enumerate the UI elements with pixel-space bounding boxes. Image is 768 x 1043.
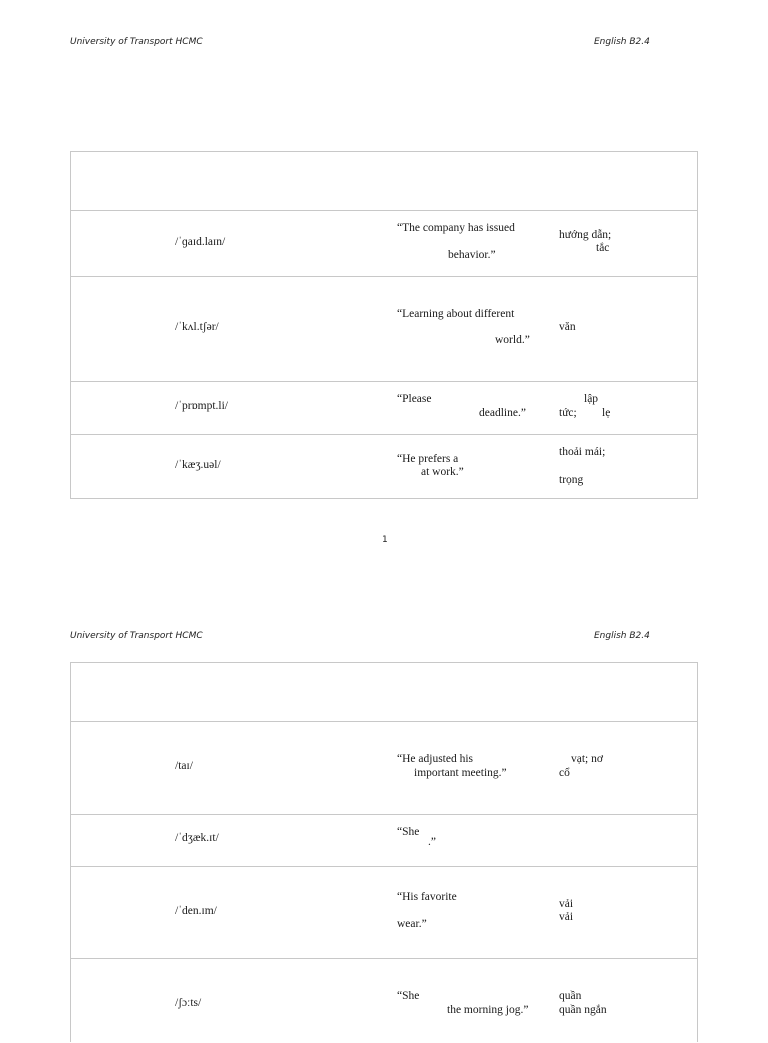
meaning-cell: vạt; nơ [571, 753, 603, 765]
table-header-row [71, 152, 697, 210]
example-cell: world.” [495, 334, 530, 346]
example-cell: wear.” [397, 918, 427, 930]
example-cell: “Please [397, 393, 432, 405]
example-cell: behavior.” [448, 249, 496, 261]
meaning-cell: thoải mái; [559, 446, 606, 458]
example-cell: “He adjusted his [397, 753, 474, 765]
ipa-cell: /taɪ/ [175, 760, 193, 772]
ipa-cell: /ˈkæʒ.uəl/ [175, 459, 221, 471]
example-cell: “Learning about different [397, 308, 515, 320]
table-row [71, 210, 697, 276]
example-cell: “She [397, 990, 420, 1002]
meaning-cell: trọng [559, 474, 584, 486]
meaning-cell: lẹ [602, 407, 611, 419]
header-right: English B2.4 [594, 37, 650, 47]
ipa-cell: /ˈkʌl.tʃər/ [175, 321, 219, 333]
example-cell: at work.” [421, 466, 464, 478]
meaning-cell: vải [559, 911, 574, 923]
example-cell: .” [428, 836, 436, 848]
ipa-cell: /ˈɡaɪd.laɪn/ [175, 236, 226, 248]
table-row [71, 866, 697, 958]
meaning-cell: tức; [559, 407, 577, 419]
meaning-cell: vải [559, 898, 574, 910]
table-row [71, 276, 697, 381]
table-row [71, 381, 697, 434]
meaning-cell: văn [559, 321, 576, 333]
example-cell: “He prefers a [397, 453, 459, 465]
table-row [71, 434, 697, 498]
table-row [71, 721, 697, 814]
meaning-cell: quần ngắn [559, 1004, 607, 1016]
meaning-cell: hướng dẫn; [559, 229, 612, 241]
example-cell: “His favorite [397, 891, 457, 903]
page-number: 1 [382, 535, 388, 545]
header-right: English B2.4 [594, 631, 650, 641]
example-cell: “The company has issued [397, 222, 515, 234]
example-cell: “She [397, 826, 420, 838]
ipa-cell: /ˈdʒæk.ɪt/ [175, 832, 219, 844]
example-cell: important meeting.” [414, 767, 507, 779]
meaning-cell: quần [559, 990, 582, 1002]
meaning-cell: lập [584, 393, 599, 405]
table-row [71, 814, 697, 866]
example-cell: the morning jog.” [447, 1004, 529, 1016]
table-row [71, 958, 697, 1043]
example-cell: deadline.” [479, 407, 526, 419]
ipa-cell: /ˈden.ɪm/ [175, 905, 217, 917]
table-header-row [71, 663, 697, 721]
ipa-cell: /ʃɔːts/ [175, 997, 202, 1009]
header-left: University of Transport HCMC [70, 631, 203, 641]
meaning-cell: tắc [596, 242, 610, 254]
vocabulary-table-page-1 [70, 151, 698, 499]
vocabulary-table-page-2 [70, 662, 698, 1042]
meaning-cell: cổ [559, 767, 570, 779]
ipa-cell: /ˈprɒmpt.li/ [175, 400, 228, 412]
header-left: University of Transport HCMC [70, 37, 203, 47]
